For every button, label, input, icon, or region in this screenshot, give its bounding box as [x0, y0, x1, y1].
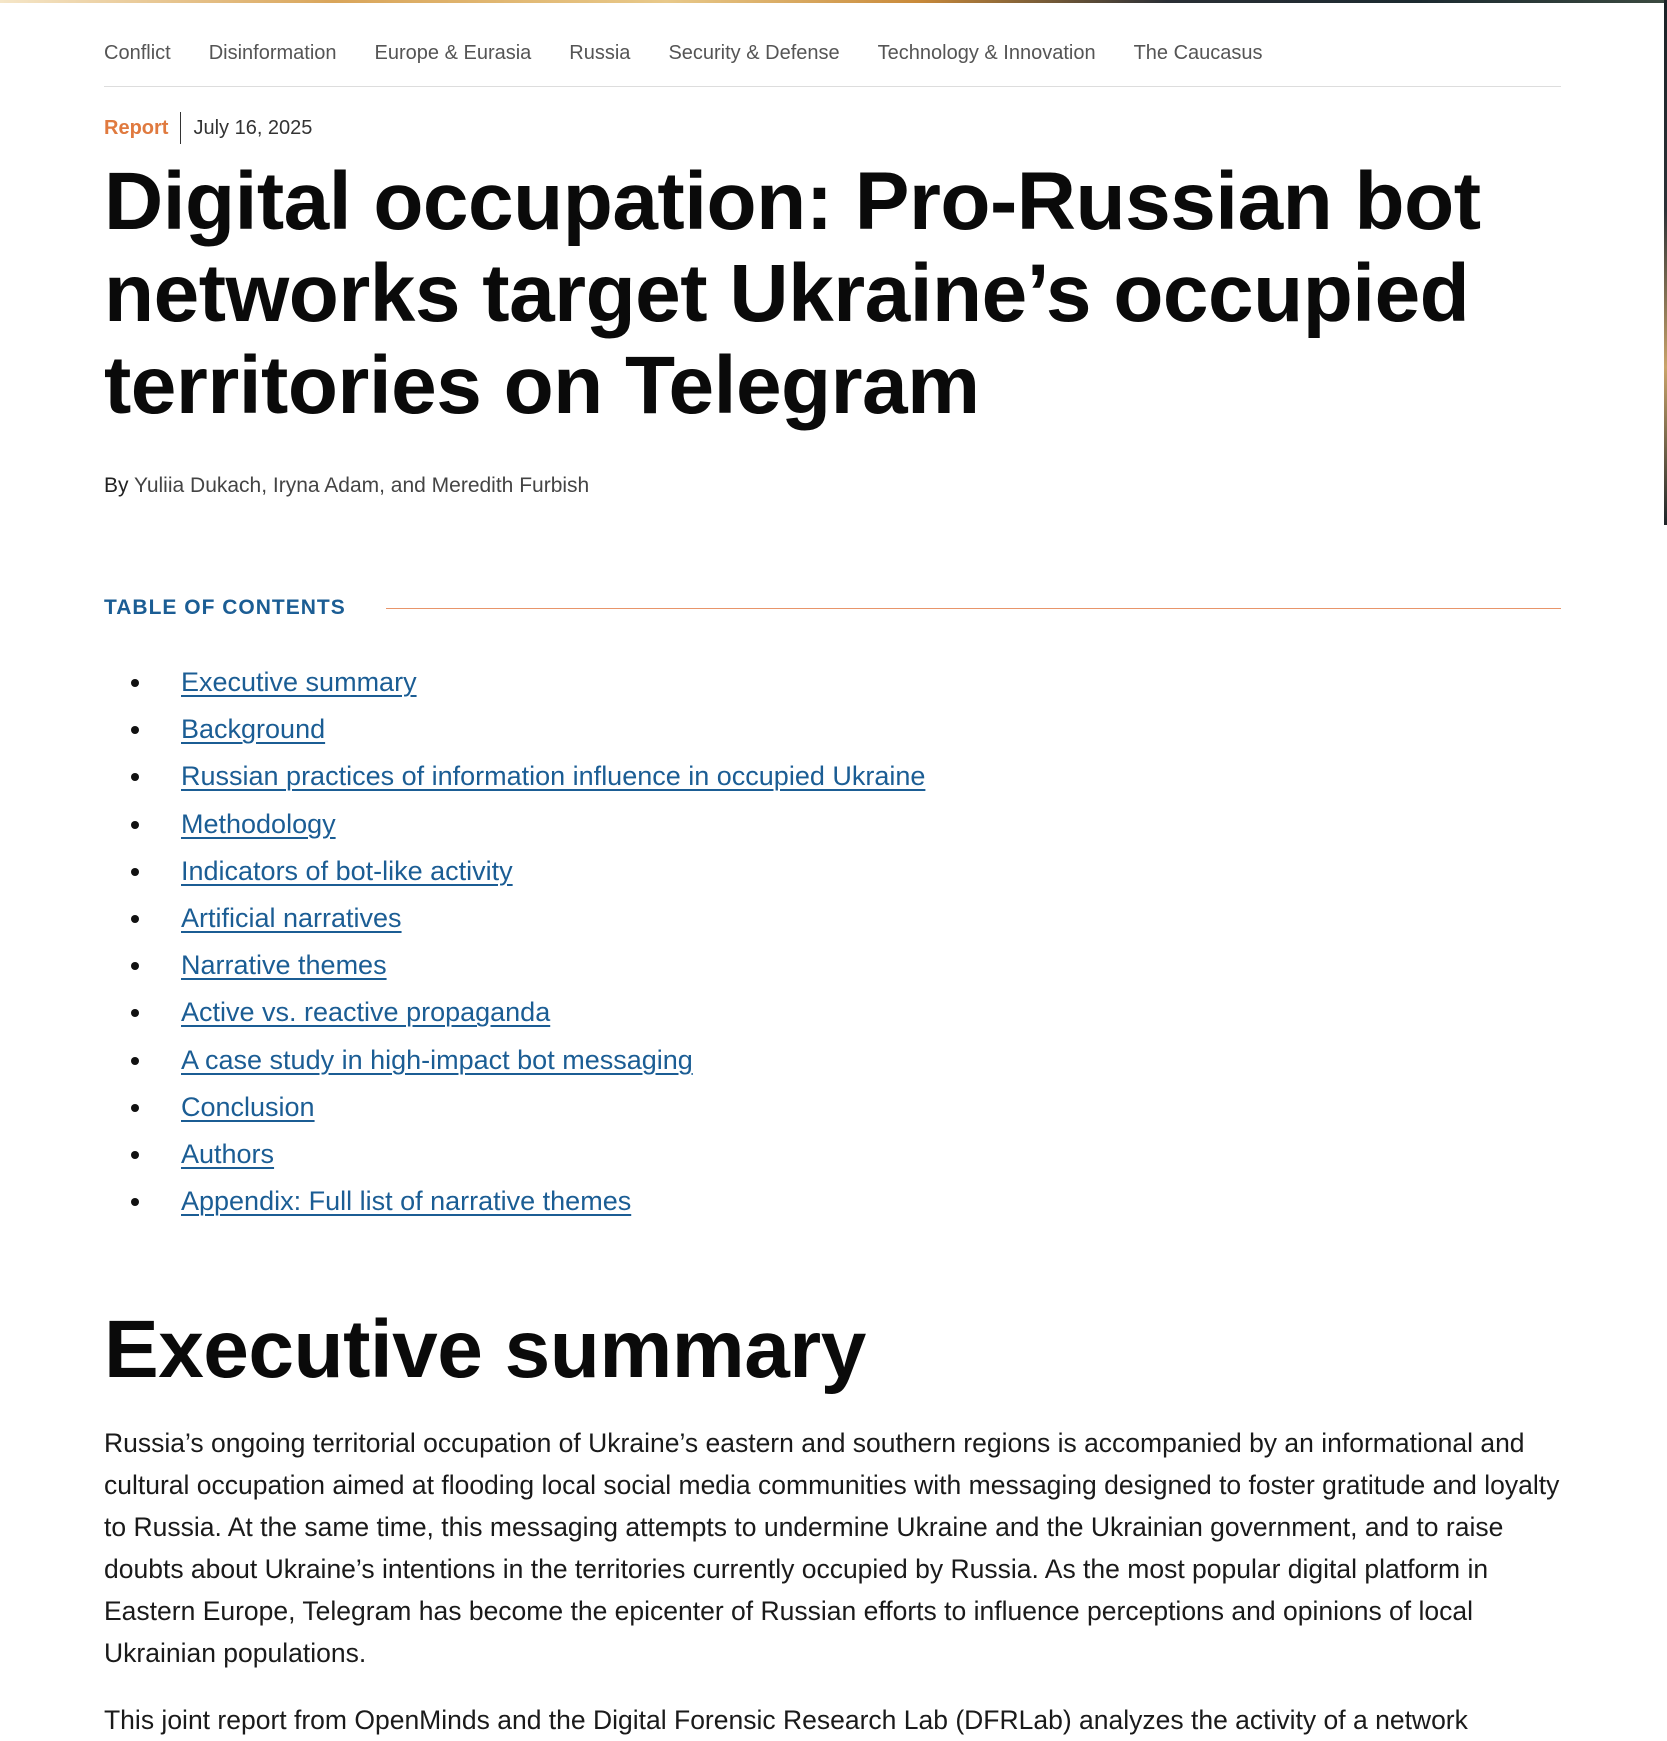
- toc-link-executive-summary[interactable]: Executive summary: [181, 667, 417, 697]
- content-type-label: Report: [104, 112, 181, 144]
- toc-divider: [386, 608, 1561, 609]
- toc-item: [104, 949, 925, 996]
- bullet-icon: [131, 1151, 139, 1159]
- toc-item: [104, 996, 925, 1043]
- toc-item: [104, 902, 925, 949]
- bullet-icon: [131, 868, 139, 876]
- section-heading: Executive summary: [104, 1304, 866, 1395]
- toc-item: [104, 713, 925, 760]
- toc-item: [104, 855, 925, 902]
- publish-date: July 16, 2025: [193, 117, 313, 139]
- bullet-icon: [131, 1057, 139, 1065]
- body-paragraph: Russia’s ongoing territorial occupation of Ukraine’s eastern and southern regions is accompanied by an informational and cultural occupation aimed at flooding local social media communities with messaging designed to foster gratitude and loyalty to Russia. At the same time, this messaging attempts to undermine Ukraine and the Ukrainian government, and to raise doubts about Ukraine’s intentions in the territories currently occupied by Russia. As the most popular digital platform in Eastern Europe, Telegram has become the epicenter of Russian efforts to influence perceptions and opinions of local Ukrainian populations.: [104, 1428, 1560, 1668]
- toc-item: [104, 808, 925, 855]
- tag-security-defense[interactable]: Security & Defense: [668, 42, 840, 64]
- toc-link-case-study[interactable]: A case study in high-impact bot messaging: [181, 1044, 693, 1075]
- toc-item: [104, 760, 925, 807]
- toc-header: [104, 596, 1561, 620]
- toc-link-authors[interactable]: Authors: [181, 1138, 275, 1169]
- toc-item: [104, 1044, 925, 1091]
- bullet-icon: [131, 773, 139, 781]
- toc-link-active-vs-reactive[interactable]: Active vs. reactive propaganda: [181, 997, 551, 1028]
- header-image-strip: [0, 0, 1667, 3]
- tag-technology-innovation[interactable]: Technology & Innovation: [877, 42, 1096, 64]
- toc-item: [104, 666, 925, 713]
- topic-tag-nav: [104, 38, 1561, 87]
- toc-label: TABLE OF CONTENTS: [104, 596, 346, 619]
- tag-conflict[interactable]: Conflict: [104, 42, 171, 64]
- toc-link-conclusion[interactable]: Conclusion: [181, 1091, 315, 1122]
- toc-link-artificial-narratives[interactable]: Artificial narratives: [181, 902, 402, 933]
- tag-europe-eurasia[interactable]: Europe & Eurasia: [374, 42, 532, 64]
- toc-item: [104, 1091, 925, 1138]
- bullet-icon: [131, 1009, 139, 1017]
- tag-russia[interactable]: Russia: [569, 42, 631, 64]
- toc-link-appendix[interactable]: Appendix: Full list of narrative themes: [181, 1186, 632, 1217]
- tag-the-caucasus[interactable]: The Caucasus: [1133, 42, 1263, 64]
- bullet-icon: [131, 821, 139, 829]
- toc-item: [104, 1185, 925, 1232]
- bullet-icon: [131, 679, 139, 687]
- toc-item: [104, 1138, 925, 1185]
- byline-prefix: By: [104, 474, 129, 497]
- bullet-icon: [131, 1104, 139, 1112]
- toc-link-narrative-themes[interactable]: Narrative themes: [181, 950, 387, 981]
- toc-link-russian-practices[interactable]: Russian practices of information influence in occupied Ukraine: [181, 761, 926, 792]
- tag-disinformation[interactable]: Disinformation: [208, 42, 337, 64]
- toc-link-background[interactable]: Background: [181, 714, 326, 745]
- bullet-icon: [131, 962, 139, 970]
- bullet-icon: [131, 1198, 139, 1206]
- bullet-icon: [131, 915, 139, 923]
- byline: [104, 474, 589, 498]
- page-title: Digital occupation: Pro-Russian bot networks target Ukraine’s occupied territories on Telegram: [104, 156, 1481, 431]
- byline-authors[interactable]: Yuliia Dukach, Iryna Adam, and Meredith Furbish: [133, 474, 590, 497]
- bullet-icon: [131, 726, 139, 734]
- article-meta: [104, 112, 312, 144]
- table-of-contents: [104, 666, 925, 1232]
- toc-link-methodology[interactable]: Methodology: [181, 808, 336, 839]
- body-paragraph: This joint report from OpenMinds and the Digital Forensic Research Lab (DFRLab) analyzes the activity of a network: [104, 1705, 1468, 1735]
- toc-link-indicators[interactable]: Indicators of bot-like activity: [181, 855, 513, 886]
